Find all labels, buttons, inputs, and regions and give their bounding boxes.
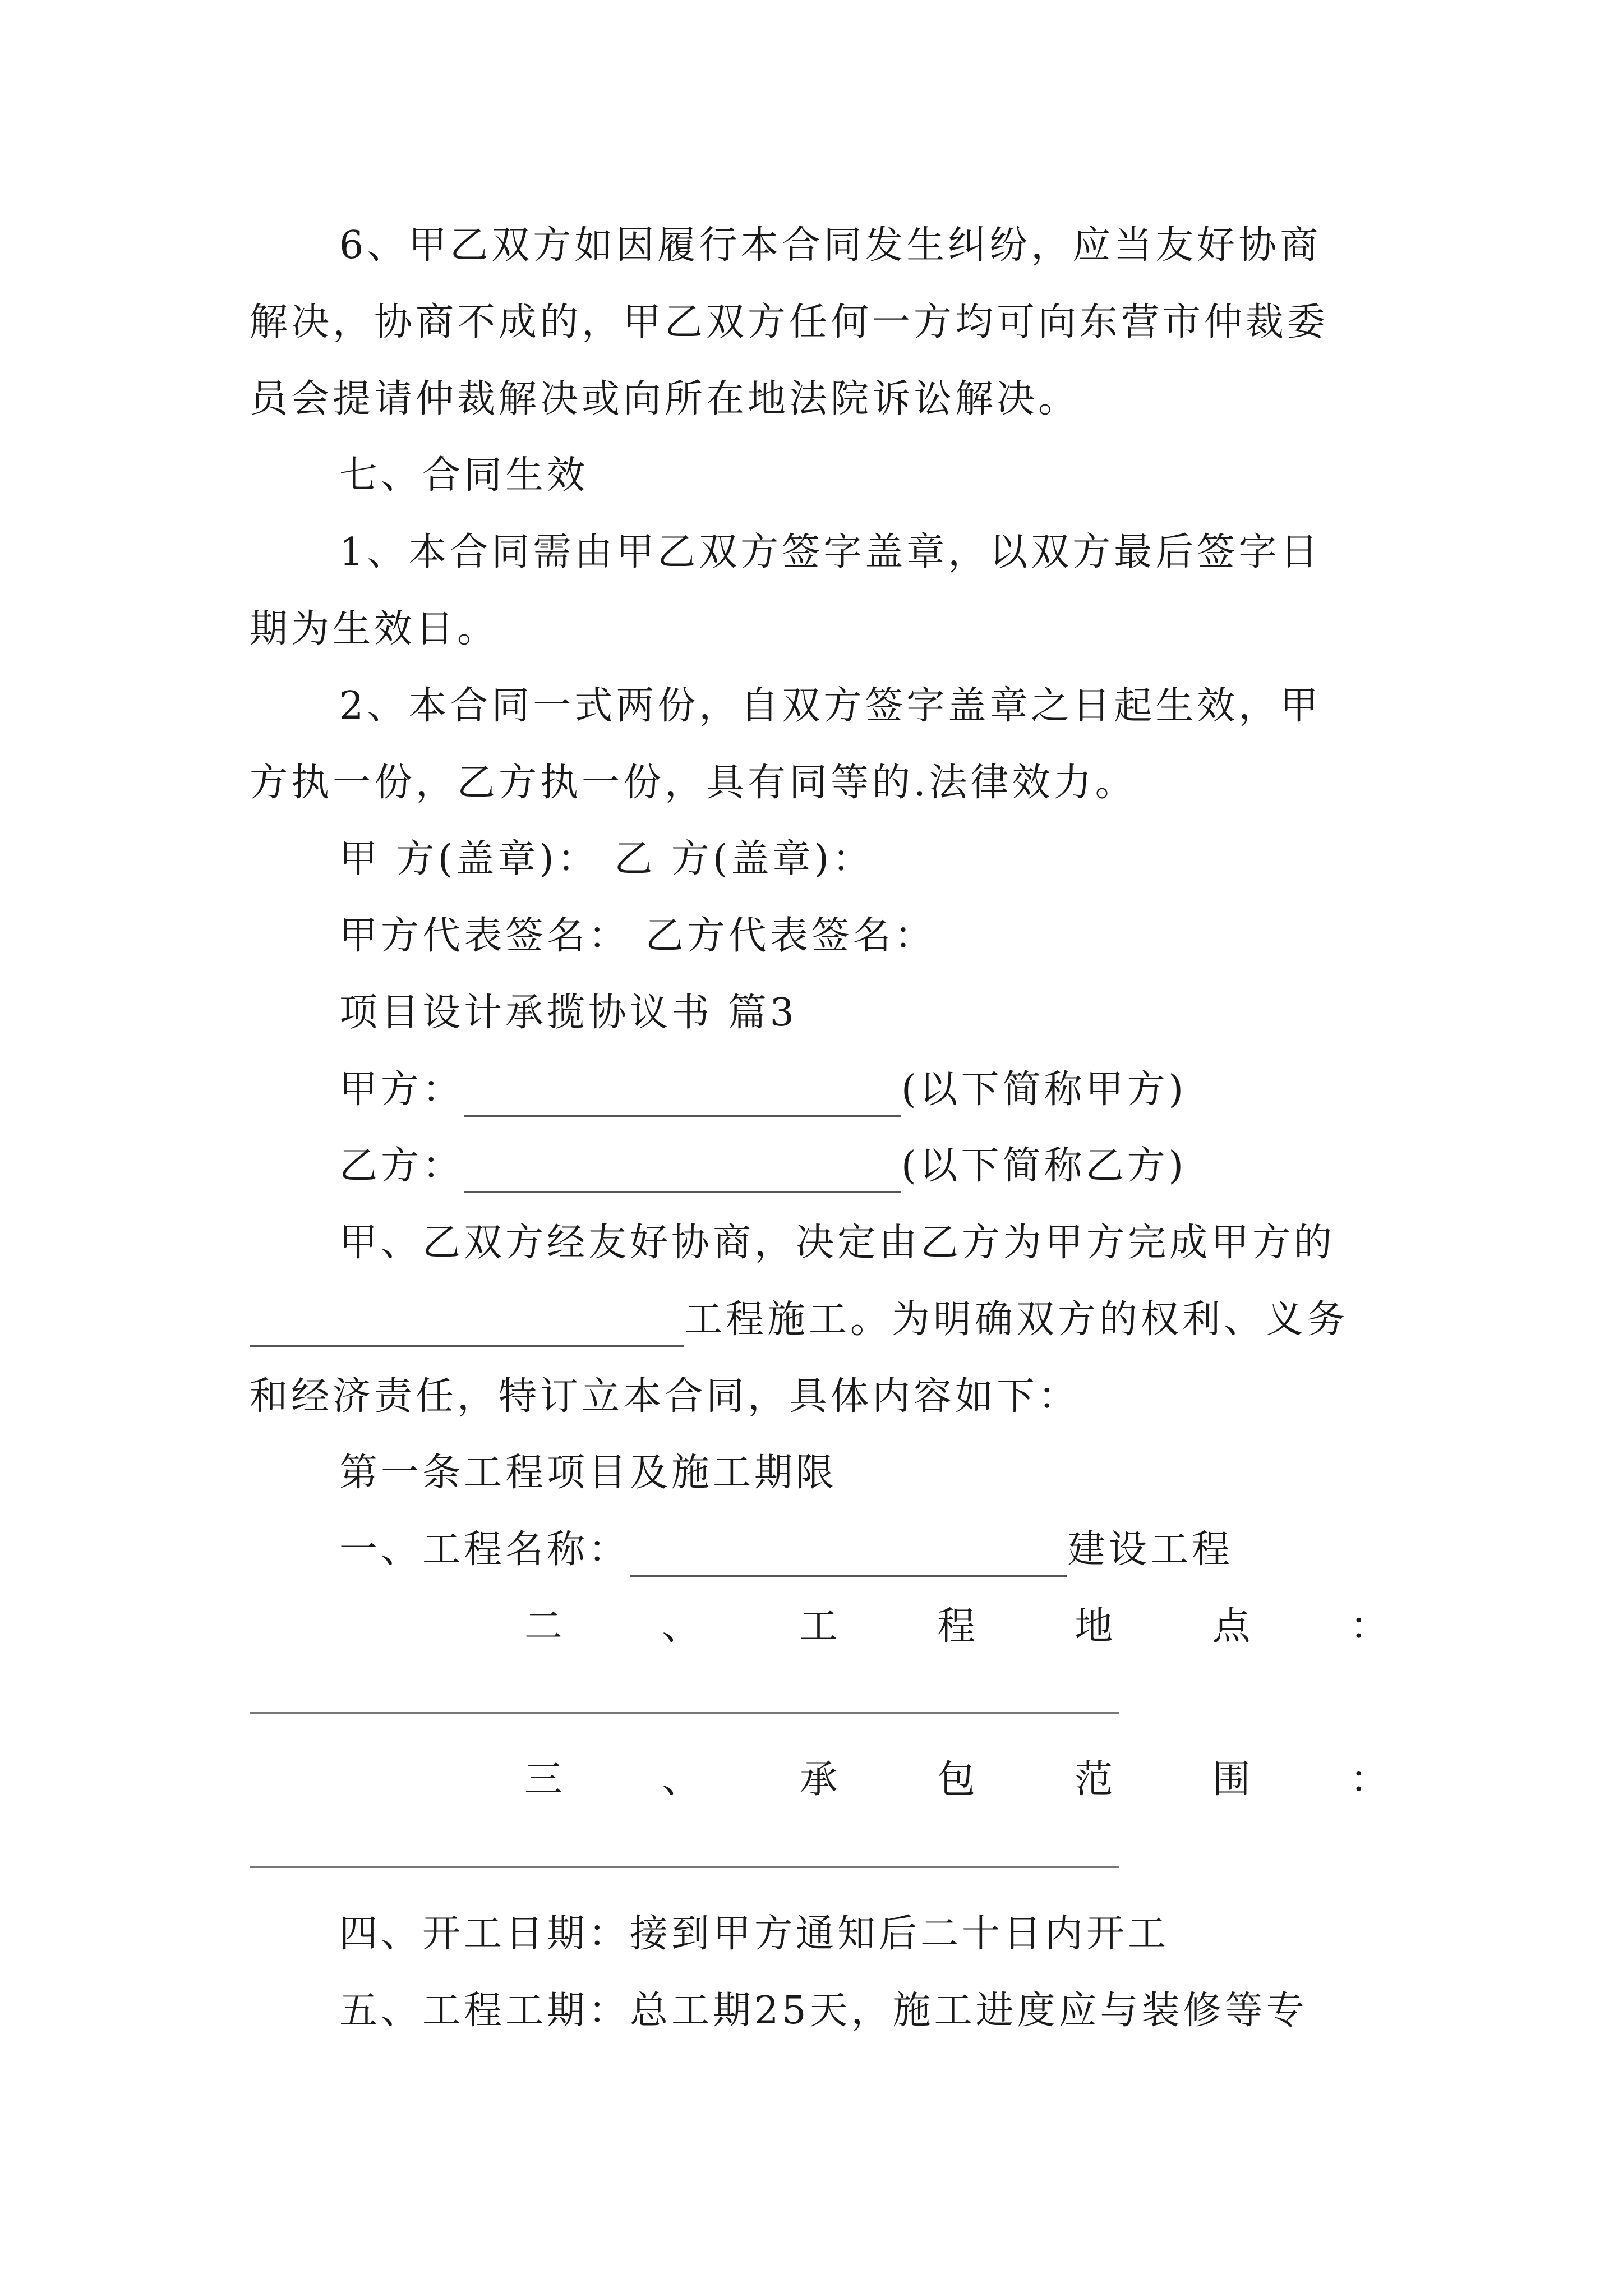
item-2-char: 工: [799, 1604, 838, 1649]
section-7-heading: 七、合同生效: [339, 453, 589, 498]
item-2-blank: [250, 1712, 1119, 1714]
item-3-char: 围: [1212, 1757, 1251, 1802]
party-b-suffix: (以下简称乙方): [901, 1144, 1187, 1188]
item-1-blank: [630, 1536, 1067, 1577]
intro-line-3: 和经济责任，特订立本合同，具体内容如下：: [250, 1374, 1080, 1419]
item-2-char: ：: [1349, 1604, 1388, 1649]
party-b-line: [339, 1139, 1388, 1193]
party-a-line: [339, 1063, 1388, 1117]
item-2-char: 地: [1075, 1604, 1113, 1649]
party-a-label: 甲方：: [339, 1068, 464, 1112]
clause-6-line-1: 6、甲乙双方如因履行本合同发生纠纷，应当友好协商: [339, 223, 1322, 268]
item-3-char: 三: [524, 1757, 563, 1802]
agreement-title: 项目设计承揽协议书 篇3: [339, 991, 797, 1035]
clause-7-1-line-1: 1、本合同需由甲乙双方签字盖章，以双方最后签字日: [339, 530, 1322, 574]
clause-7-1-line-2: 期为生效日。: [250, 607, 499, 651]
party-a-blank: [464, 1076, 901, 1117]
item-3-blank: [250, 1866, 1119, 1868]
signature-line: 甲方代表签名： 乙方代表签名：: [339, 914, 936, 958]
article-1-heading: 第一条工程项目及施工期限: [339, 1451, 838, 1495]
item-3-line: [524, 1753, 1388, 1807]
project-name-blank: [250, 1306, 684, 1347]
item-2-char: 程: [937, 1604, 975, 1649]
item-3-char: 承: [799, 1757, 838, 1802]
clause-7-2-line-2: 方执一份，乙方执一份，具有同等的.法律效力。: [250, 761, 1137, 805]
clause-7-2-line-1: 2、本合同一式两份，自双方签字盖章之日起生效，甲: [339, 684, 1322, 728]
item-1-line: [339, 1523, 1388, 1577]
party-a-suffix: (以下简称甲方): [901, 1068, 1187, 1112]
item-3-char: 、: [662, 1757, 700, 1802]
item-3-char: 范: [1075, 1757, 1113, 1802]
intro-line-2: [250, 1293, 1388, 1347]
party-b-label: 乙方：: [339, 1144, 464, 1188]
intro-line-1: 甲、乙双方经友好协商，决定由乙方为甲方完成甲方的: [339, 1221, 1336, 1265]
item-1-suffix: 建设工程: [1067, 1527, 1234, 1572]
item-2-char: 、: [662, 1604, 700, 1649]
clause-6-line-2: 解决，协商不成的，甲乙双方任何一方均可向东营市仲裁委: [250, 300, 1329, 344]
item-2-char: 点: [1212, 1604, 1251, 1649]
item-2-line: [524, 1600, 1388, 1654]
party-b-blank: [464, 1152, 901, 1193]
item-3-char: 包: [937, 1757, 975, 1802]
item-5-line: 五、工程工期：总工期25天，施工进度应与装修等专: [339, 1989, 1308, 2033]
item-2-char: 二: [524, 1604, 563, 1649]
intro-line-2-text: 工程施工。为明确双方的权利、义务: [684, 1297, 1349, 1342]
item-1-label: 一、工程名称：: [339, 1527, 630, 1572]
seal-line: 甲 方(盖章)： 乙 方(盖章)：: [339, 837, 874, 881]
item-4-line: 四、开工日期：接到甲方通知后二十日内开工: [339, 1912, 1170, 1956]
item-3-char: ：: [1349, 1757, 1388, 1802]
clause-6-line-3: 员会提请仲裁解决或向所在地法院诉讼解决。: [250, 377, 1080, 421]
